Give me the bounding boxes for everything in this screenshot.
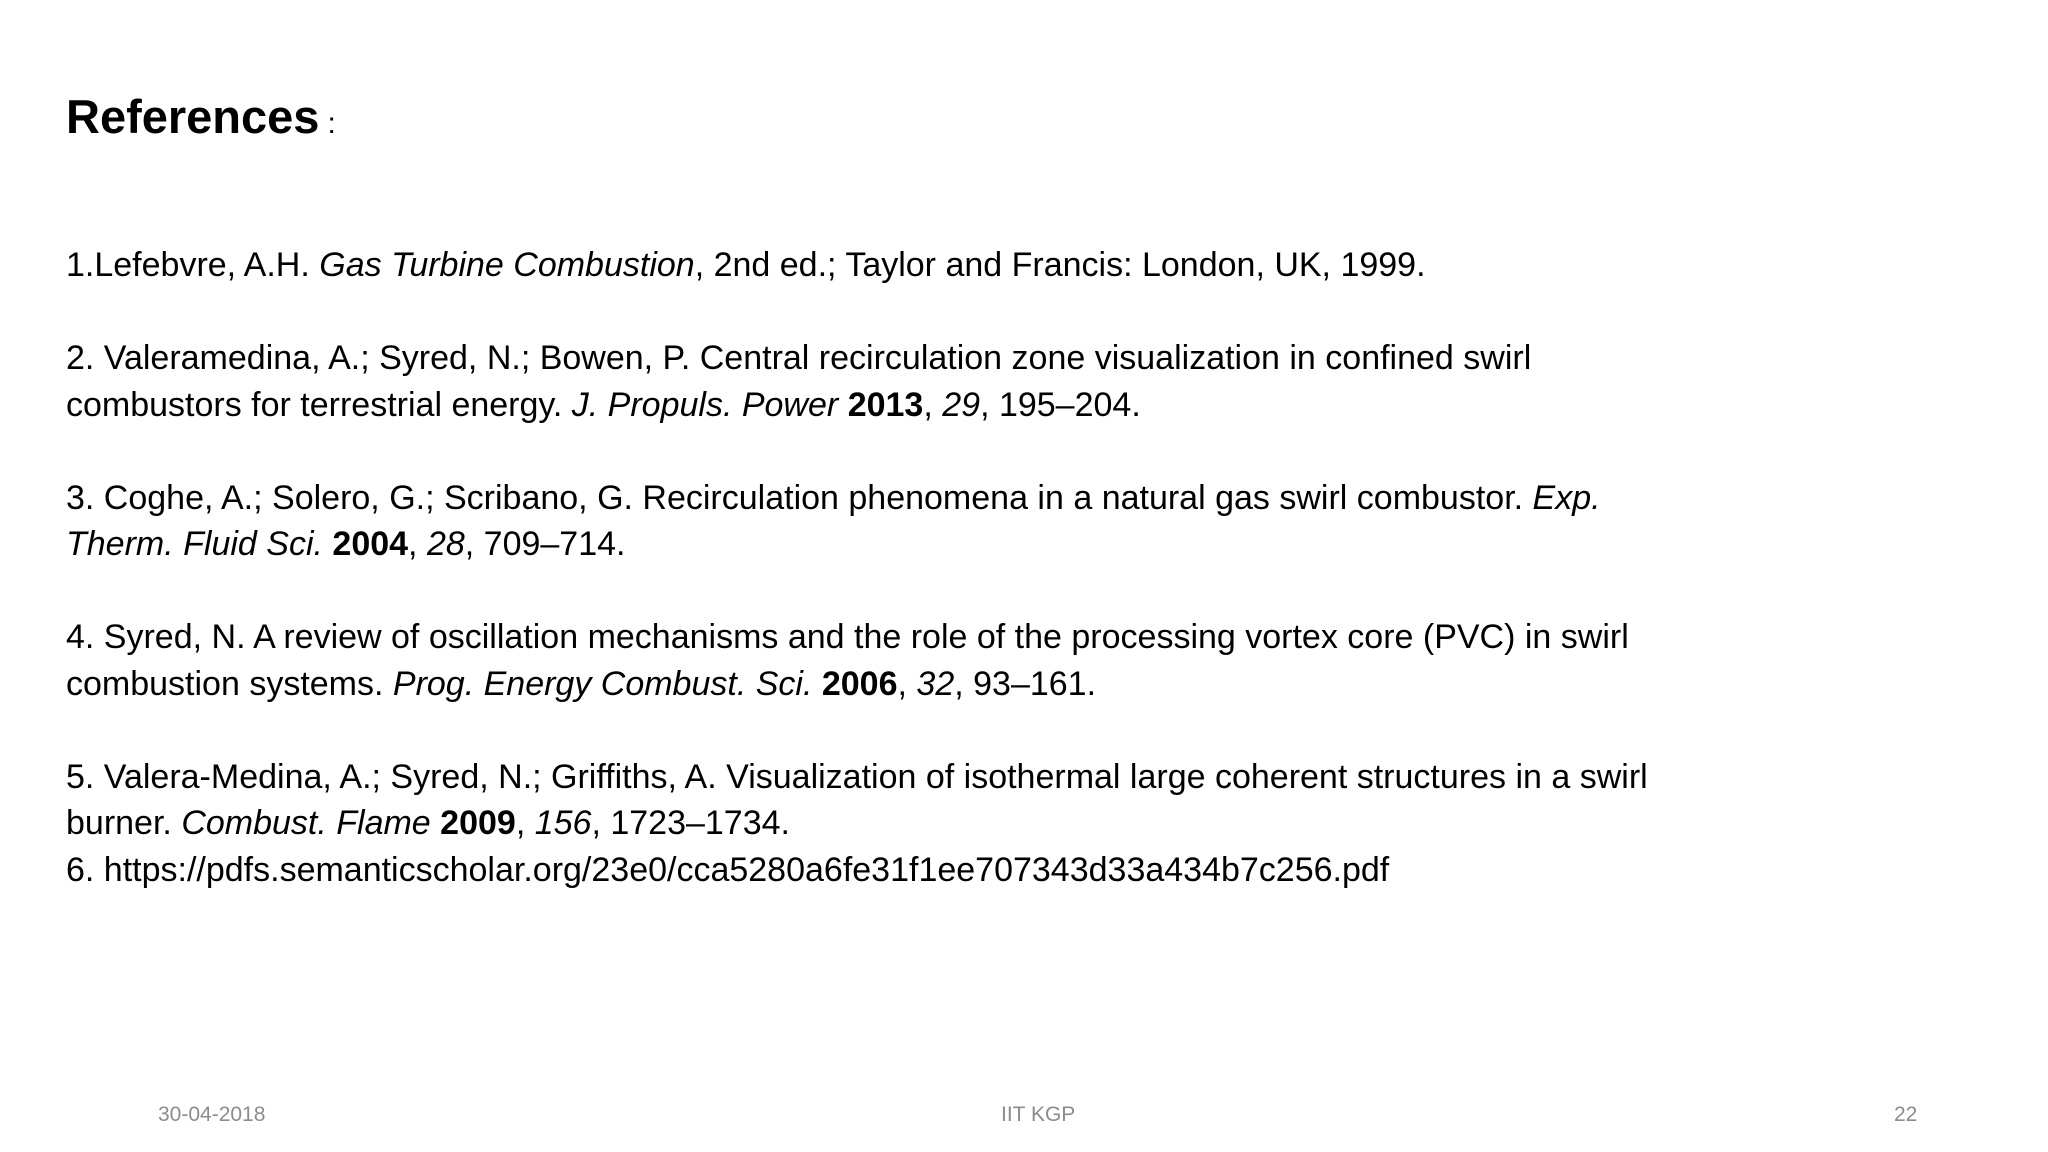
reference-2-line-2: combustors for terrestrial energy. — [66, 385, 572, 424]
reference-3-volume: 28 — [426, 525, 465, 563]
slide-title — [66, 88, 336, 153]
reference-4-year: 2006 — [821, 664, 898, 703]
reference-1-book-title: Gas Turbine Combustion — [319, 246, 695, 284]
reference-2-volume: 29 — [942, 385, 981, 424]
reference-5-volume: 156 — [534, 804, 592, 842]
reference-item-4 — [66, 614, 1786, 707]
reference-item-3 — [66, 475, 1786, 568]
reference-5-pages: , 1723–1734. — [591, 804, 790, 842]
reference-2-year: 2013 — [847, 385, 924, 424]
reference-4-sep: , — [897, 664, 917, 703]
reference-3-pages: , 709–714. — [464, 525, 626, 563]
reference-item-2 — [66, 335, 1786, 428]
reference-1-publisher: , 2nd ed.; Taylor and Francis: London, UK, 1999. — [694, 246, 1426, 284]
reference-4-line-1: 4. Syred, N. A review of oscillation mechanisms and the role of the processing vortex core (PVC) in swirl — [66, 618, 1629, 656]
reference-3-journal-part-2: Therm. Fluid Sci. — [66, 525, 323, 563]
reference-2-journal: J. Propuls. Power — [571, 385, 839, 424]
reference-3-line-1: 3. Coghe, A.; Solero, G.; Scribano, G. Recirculation phenomena in a natural gas swirl combustor. — [66, 478, 1533, 517]
reference-item-1 — [66, 242, 1786, 289]
reference-5-sep: , — [515, 804, 535, 842]
reference-item-6 — [66, 847, 1786, 894]
reference-5-journal: Combust. Flame — [181, 804, 431, 842]
reference-list — [66, 242, 1786, 893]
reference-3-sep: , — [408, 525, 427, 563]
footer-page-number: 22 — [1894, 1103, 1918, 1126]
reference-5-line-1: 5. Valera-Medina, A.; Syred, N.; Griffiths, A. Visualization of isothermal large coherent structures in a swirl — [66, 757, 1648, 796]
slide-title-text: References — [66, 90, 320, 143]
reference-5-year: 2009 — [440, 804, 516, 842]
footer-institution: IIT KGP — [1001, 1103, 1076, 1126]
reference-2-line-1: 2. Valeramedina, A.; Syred, N.; Bowen, P. Central recirculation zone visualization in confined swirl — [66, 339, 1532, 377]
reference-5-line-2: burner. — [66, 804, 182, 842]
reference-item-5 — [66, 754, 1786, 847]
reference-4-pages: , 93–161. — [954, 664, 1097, 703]
reference-4-line-2: combustion systems. — [66, 664, 393, 703]
reference-4-volume: 32 — [916, 664, 955, 703]
reference-6-url: 6. https://pdfs.semanticscholar.org/23e0/cca5280a6fe31f1ee707343d33a434b7c256.pdf — [66, 850, 1390, 889]
reference-3-year: 2004 — [332, 525, 409, 563]
reference-2-sep: , — [923, 385, 943, 424]
reference-3-journal-part-1: Exp. — [1532, 478, 1601, 517]
reference-2-pages: , 195–204. — [980, 385, 1141, 424]
slide-title-colon: : — [327, 107, 336, 140]
reference-1-authors: 1.Lefebvre, A.H. — [66, 246, 320, 284]
reference-4-journal: Prog. Energy Combust. Sci. — [392, 664, 813, 703]
footer-date: 30-04-2018 — [158, 1103, 266, 1126]
